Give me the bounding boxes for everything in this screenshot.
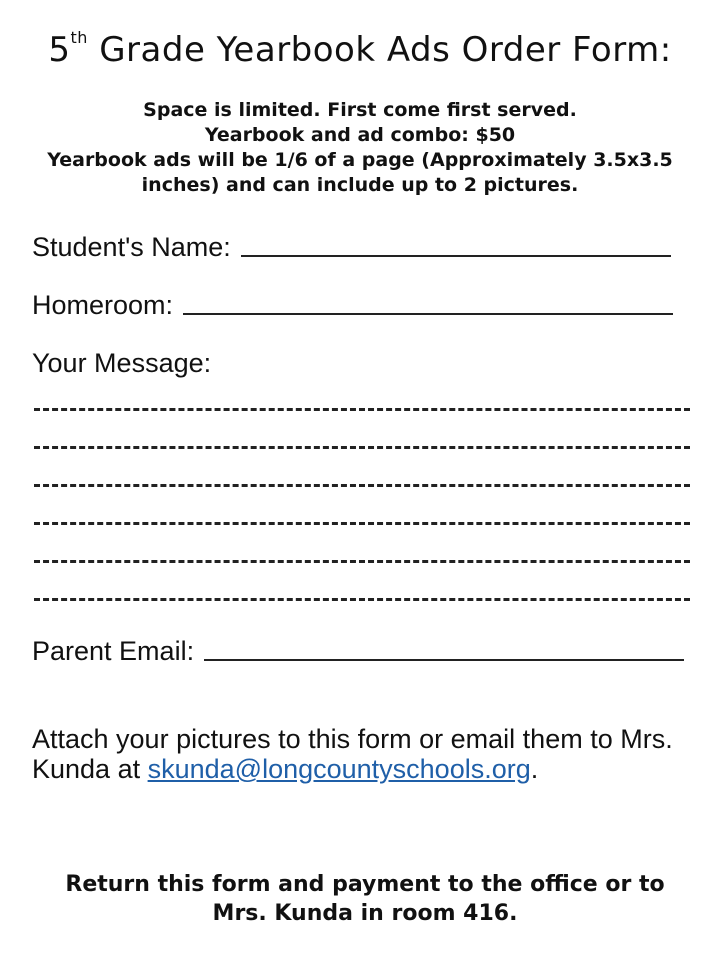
attach-instructions [32,724,702,784]
return-instructions [20,870,710,928]
homeroom-blank[interactable] [183,312,673,315]
parent-email-label: Parent Email: [32,636,195,666]
student-name-field [32,232,671,263]
intro-line-4: inches) and can include up to 2 pictures. [141,174,579,196]
return-line-1: Return this form and payment to the office or to [65,872,665,897]
title-text: Grade Yearbook Ads Order Form: [87,30,672,70]
intro-info [20,98,700,198]
title-grade-suffix: th [70,28,88,47]
homeroom-label: Homeroom: [32,290,174,320]
message-line[interactable] [34,598,690,601]
attach-text: Attach your pictures to this form or email them to Mrs. Kunda at [32,724,673,784]
parent-email-field [32,636,684,667]
message-label: Your Message: [32,348,212,378]
message-line[interactable] [34,484,690,487]
intro-line-2: Yearbook and ad combo: $50 [204,124,516,146]
return-line-2: Mrs. Kunda in room 416. [212,901,518,926]
student-name-blank[interactable] [241,254,671,257]
title-grade-number: 5 [48,30,71,70]
form-title [0,28,720,70]
email-link[interactable]: skunda@longcountyschools.org [147,754,531,784]
homeroom-field [32,290,673,321]
student-name-label: Student's Name: [32,232,231,262]
intro-line-1: Space is limited. First come first served. [143,99,577,121]
parent-email-blank[interactable] [204,658,684,661]
message-line[interactable] [34,446,690,449]
message-line[interactable] [34,522,690,525]
attach-period: . [530,754,539,784]
intro-line-3: Yearbook ads will be 1/6 of a page (Approximately 3.5x3.5 [47,149,673,171]
message-line[interactable] [34,408,690,411]
message-line[interactable] [34,560,690,563]
